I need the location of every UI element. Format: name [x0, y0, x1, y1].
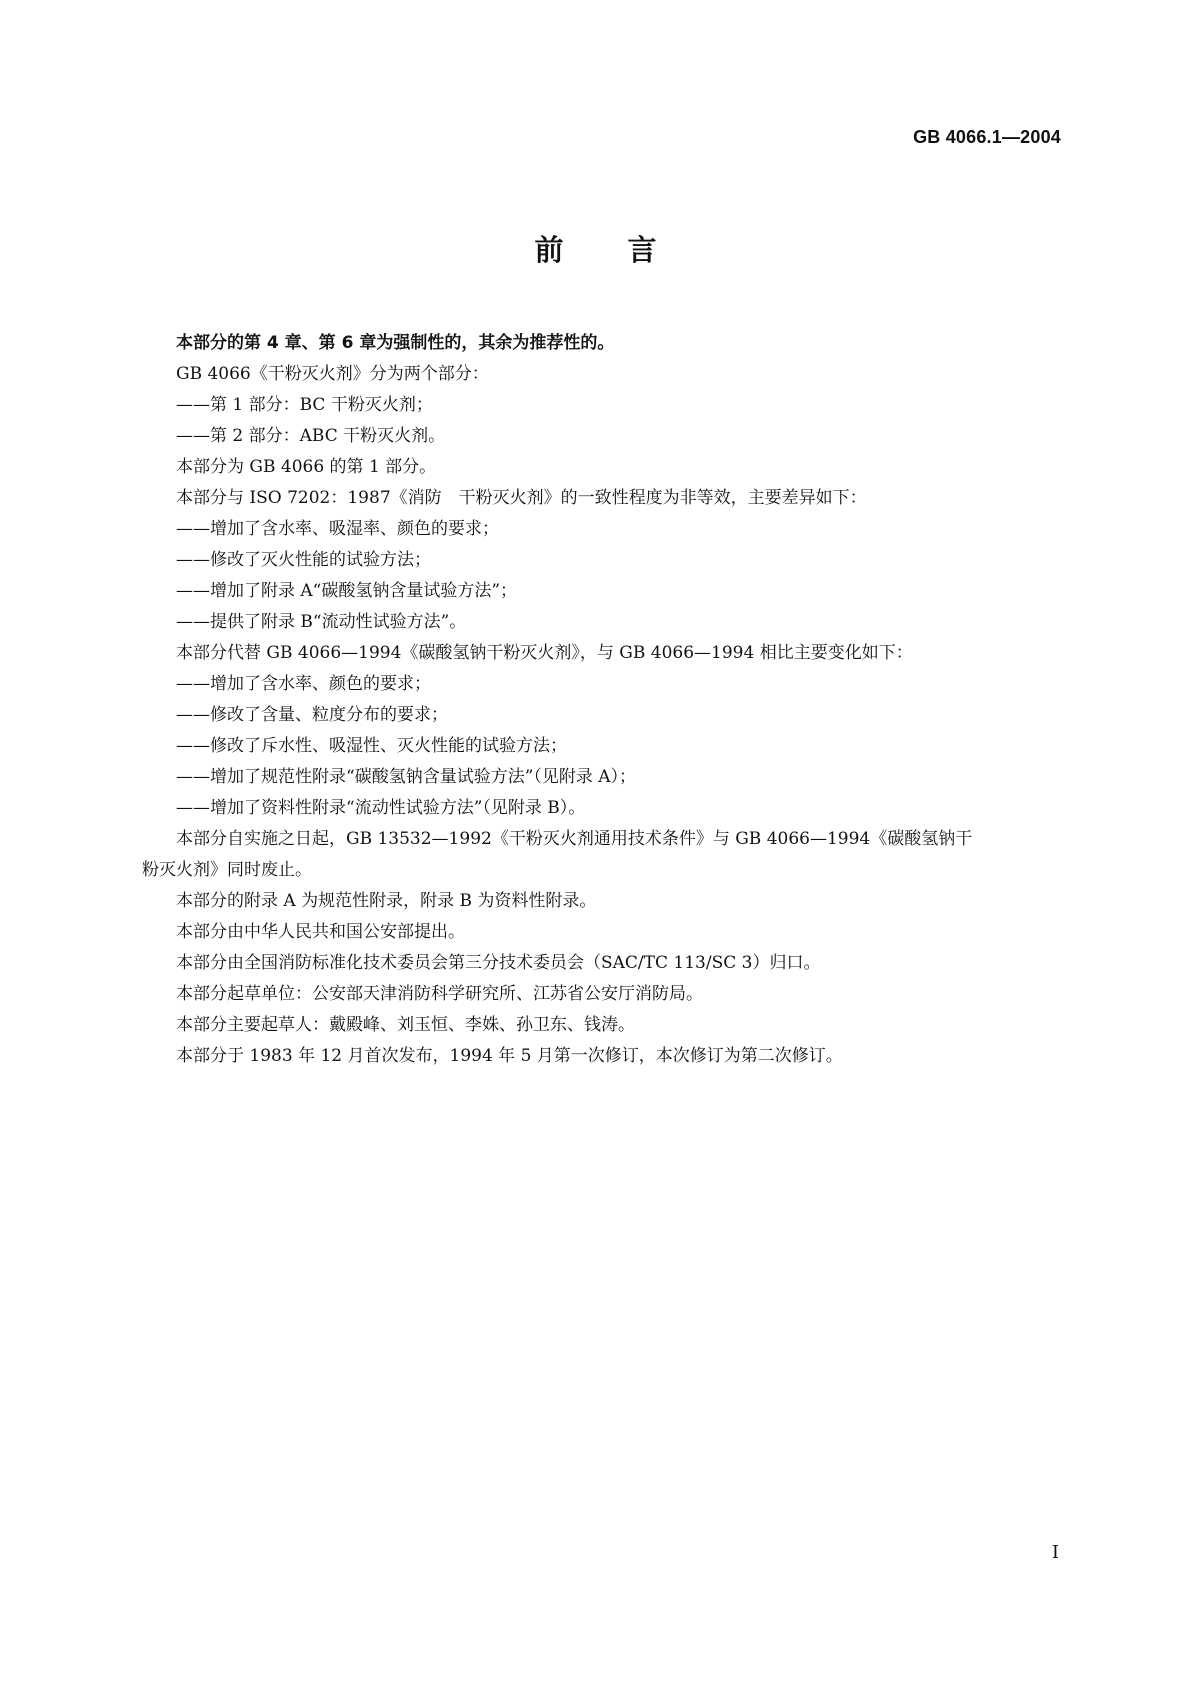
list-item: ——增加了含水率、颜色的要求； [176, 674, 431, 694]
paragraph: 本部分主要起草人：戴殿峰、刘玉恒、李姝、孙卫东、钱涛。 [176, 1015, 635, 1035]
title-char-2: 言 [627, 233, 657, 267]
list-item: ——增加了规范性附录“碳酸氢钠含量试验方法”（见附录 A）； [176, 767, 637, 787]
paragraph: 本部分自实施之日起，GB 13532—1992《干粉灭火剂通用技术条件》与 GB 4066—1994《碳酸氢钠干 [176, 829, 973, 849]
paragraph: 本部分由全国消防标准化技术委员会第三分技术委员会（SAC/TC 113/SC 3）归口。 [176, 953, 821, 973]
page-number: I [1051, 1542, 1059, 1563]
paragraph: 本部分于 1983 年 12 月首次发布，1994 年 5 月第一次修订，本次修订为第二次修订。 [176, 1046, 843, 1066]
list-item: ——修改了含量、粒度分布的要求； [176, 705, 448, 725]
list-item: ——增加了附录 A“碳酸氢钠含量试验方法”； [176, 581, 518, 601]
paragraph: 本部分为 GB 4066 的第 1 部分。 [176, 457, 437, 477]
list-item: ——第 2 部分：ABC 干粉灭火剂。 [176, 426, 446, 446]
paragraph: 本部分代替 GB 4066—1994《碳酸氢钠干粉灭火剂》，与 GB 4066—1994 相比主要变化如下： [176, 643, 913, 663]
paragraph: 本部分由中华人民共和国公安部提出。 [176, 922, 465, 942]
paragraph: 本部分的附录 A 为规范性附录，附录 B 为资料性附录。 [176, 891, 597, 911]
paragraph: 本部分的第 4 章、第 6 章为强制性的，其余为推荐性的。 [176, 333, 615, 353]
list-item: ——增加了资料性附录“流动性试验方法”（见附录 B）。 [176, 798, 586, 818]
list-item: ——增加了含水率、吸湿率、颜色的要求； [176, 519, 499, 539]
paragraph: 本部分起草单位：公安部天津消防科学研究所、江苏省公安厅消防局。 [176, 984, 703, 1004]
paragraph-continuation: 粉灭火剂》同时废止。 [142, 860, 312, 880]
list-item: ——提供了附录 B“流动性试验方法”。 [176, 612, 467, 632]
foreword-body [142, 328, 1062, 1072]
paragraph: 本部分与 ISO 7202：1987《消防 干粉灭火剂》的一致性程度为非等效，主要差异如下： [176, 488, 867, 508]
page-title [0, 228, 1191, 269]
list-item: ——修改了斥水性、吸湿性、灭火性能的试验方法； [176, 736, 567, 756]
title-char-1: 前 [534, 233, 564, 267]
paragraph: GB 4066《干粉灭火剂》分为两个部分： [176, 364, 489, 384]
list-item: ——修改了灭火性能的试验方法； [176, 550, 431, 570]
list-item: ——第 1 部分：BC 干粉灭火剂； [176, 395, 433, 415]
standard-code: GB 4066.1—2004 [913, 127, 1061, 147]
